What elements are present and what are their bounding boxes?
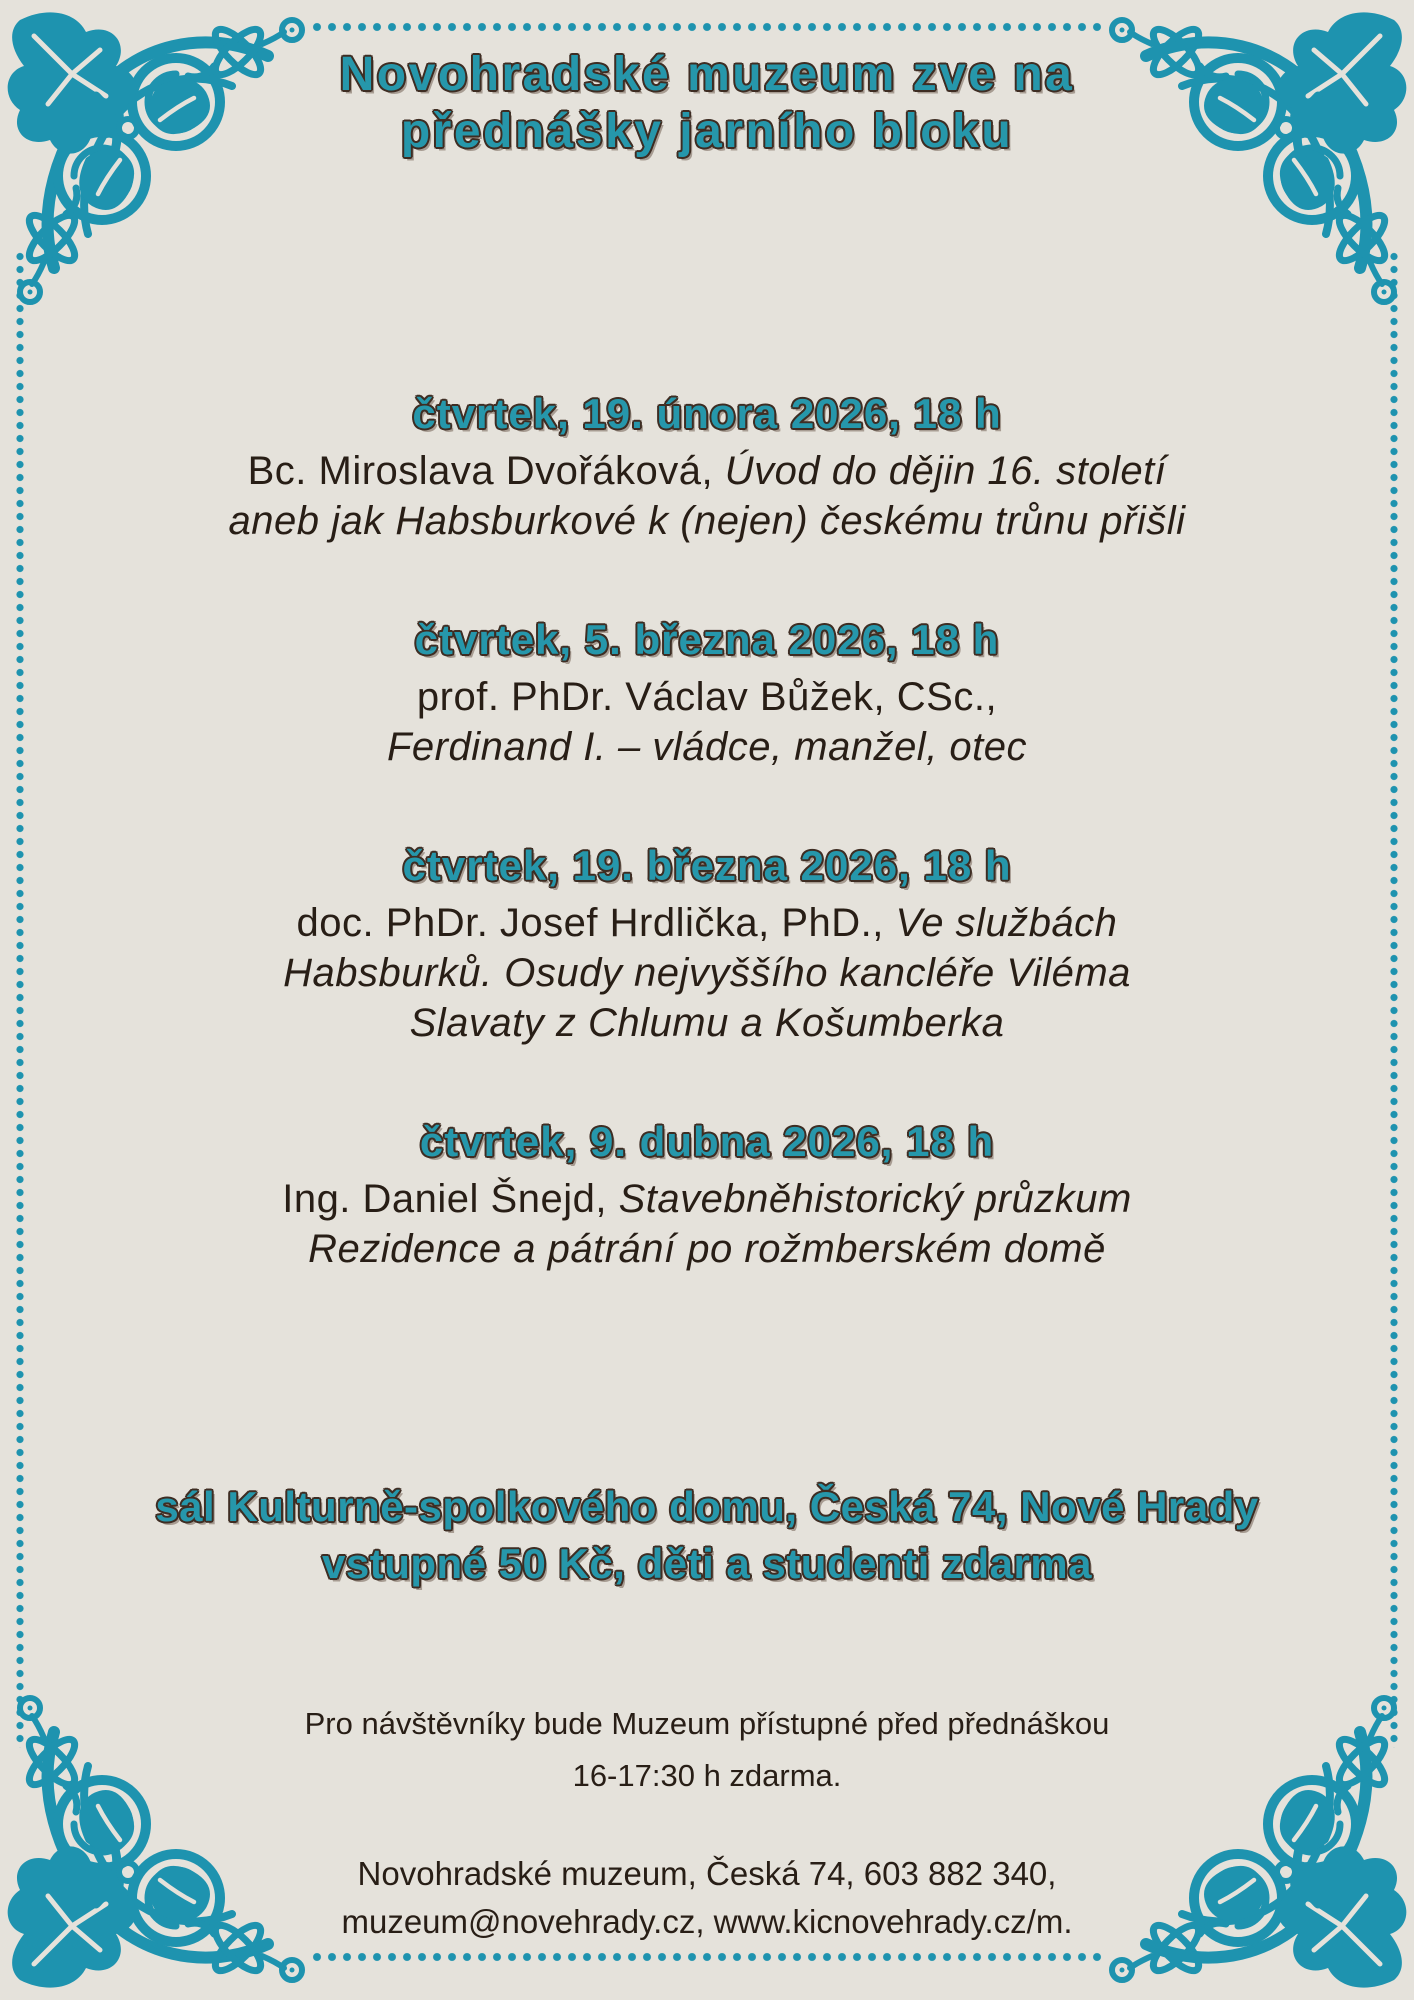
lecture-date: čtvrtek, 5. března 2026, 18 h (414, 616, 1000, 663)
lecture-topic: Ve službách (895, 901, 1118, 945)
contact-web-line: muzeum@novehrady.cz, www.kicnovehrady.cz/m. (341, 1903, 1073, 1940)
lecture-speaker: Bc. Miroslava Dvořáková, (247, 449, 725, 493)
poster-title (40, 46, 1374, 160)
dotted-border-top (312, 22, 1102, 32)
visitor-notice-line1: Pro návštěvníky bude Muzeum přístupné před přednáškou (304, 1706, 1110, 1741)
visitor-notice (40, 1698, 1374, 1802)
admission-line: vstupné 50 Kč, děti a studenti zdarma (321, 1540, 1093, 1587)
lecture-date: čtvrtek, 19. března 2026, 18 h (402, 842, 1012, 889)
lecture-text-line (40, 446, 1374, 496)
dotted-border-bottom (312, 1952, 1102, 1962)
lecture-text-line (40, 1174, 1374, 1224)
venue-address-line: sál Kulturně-spolkového domu, Česká 74, Nové Hrady (155, 1483, 1259, 1530)
lecture-speaker: doc. PhDr. Josef Hrdlička, PhD., (296, 901, 896, 945)
visitor-notice-line2: 16-17:30 h zdarma. (572, 1758, 842, 1793)
lecture-topic: Habsburků. Osudy nejvyššího kancléře Viléma (283, 951, 1131, 995)
lecture-text-line (40, 1224, 1374, 1274)
lecture-block (40, 840, 1374, 1048)
lecture-topic: aneb jak Habsburkové k (nejen) českému trůnu přišli (228, 499, 1186, 543)
contact-phone-line: Novohradské muzeum, Česká 74, 603 882 340, (357, 1855, 1057, 1892)
lecture-topic: Slavaty z Chlumu a Košumberka (409, 1001, 1005, 1045)
lecture-text-line (40, 672, 1374, 722)
lecture-block (40, 1116, 1374, 1274)
lecture-topic: Ferdinand I. – vládce, manžel, otec (386, 725, 1028, 769)
lecture-text-line (40, 496, 1374, 546)
lecture-topic: Úvod do dějin 16. století (724, 449, 1167, 493)
contact-info (40, 1850, 1374, 1946)
lecture-text-line (40, 898, 1374, 948)
lecture-text-line (40, 948, 1374, 998)
lecture-speaker: Ing. Daniel Šnejd, (282, 1177, 619, 1221)
lecture-topic: Rezidence a pátrání po rožmberském domě (308, 1227, 1106, 1271)
venue-info (40, 1478, 1374, 1592)
lecture-date: čtvrtek, 9. dubna 2026, 18 h (419, 1118, 995, 1165)
lecture-block (40, 614, 1374, 772)
poster-title-line1: Novohradské muzeum zve na (339, 48, 1075, 101)
lecture-description (40, 672, 1374, 772)
dotted-border-right (1389, 252, 1399, 1748)
lecture-block (40, 388, 1374, 546)
lecture-description (40, 898, 1374, 1048)
lecture-description (40, 446, 1374, 546)
lecture-list (40, 388, 1374, 1342)
lecture-description (40, 1174, 1374, 1274)
poster-title-line2: přednášky jarního bloku (400, 105, 1014, 158)
lecture-text-line (40, 998, 1374, 1048)
lecture-topic: Stavebněhistorický průzkum (618, 1177, 1132, 1221)
lecture-date: čtvrtek, 19. února 2026, 18 h (412, 390, 1002, 437)
lecture-speaker: prof. PhDr. Václav Bůžek, CSc., (416, 675, 998, 719)
lecture-text-line (40, 722, 1374, 772)
dotted-border-left (15, 252, 25, 1748)
